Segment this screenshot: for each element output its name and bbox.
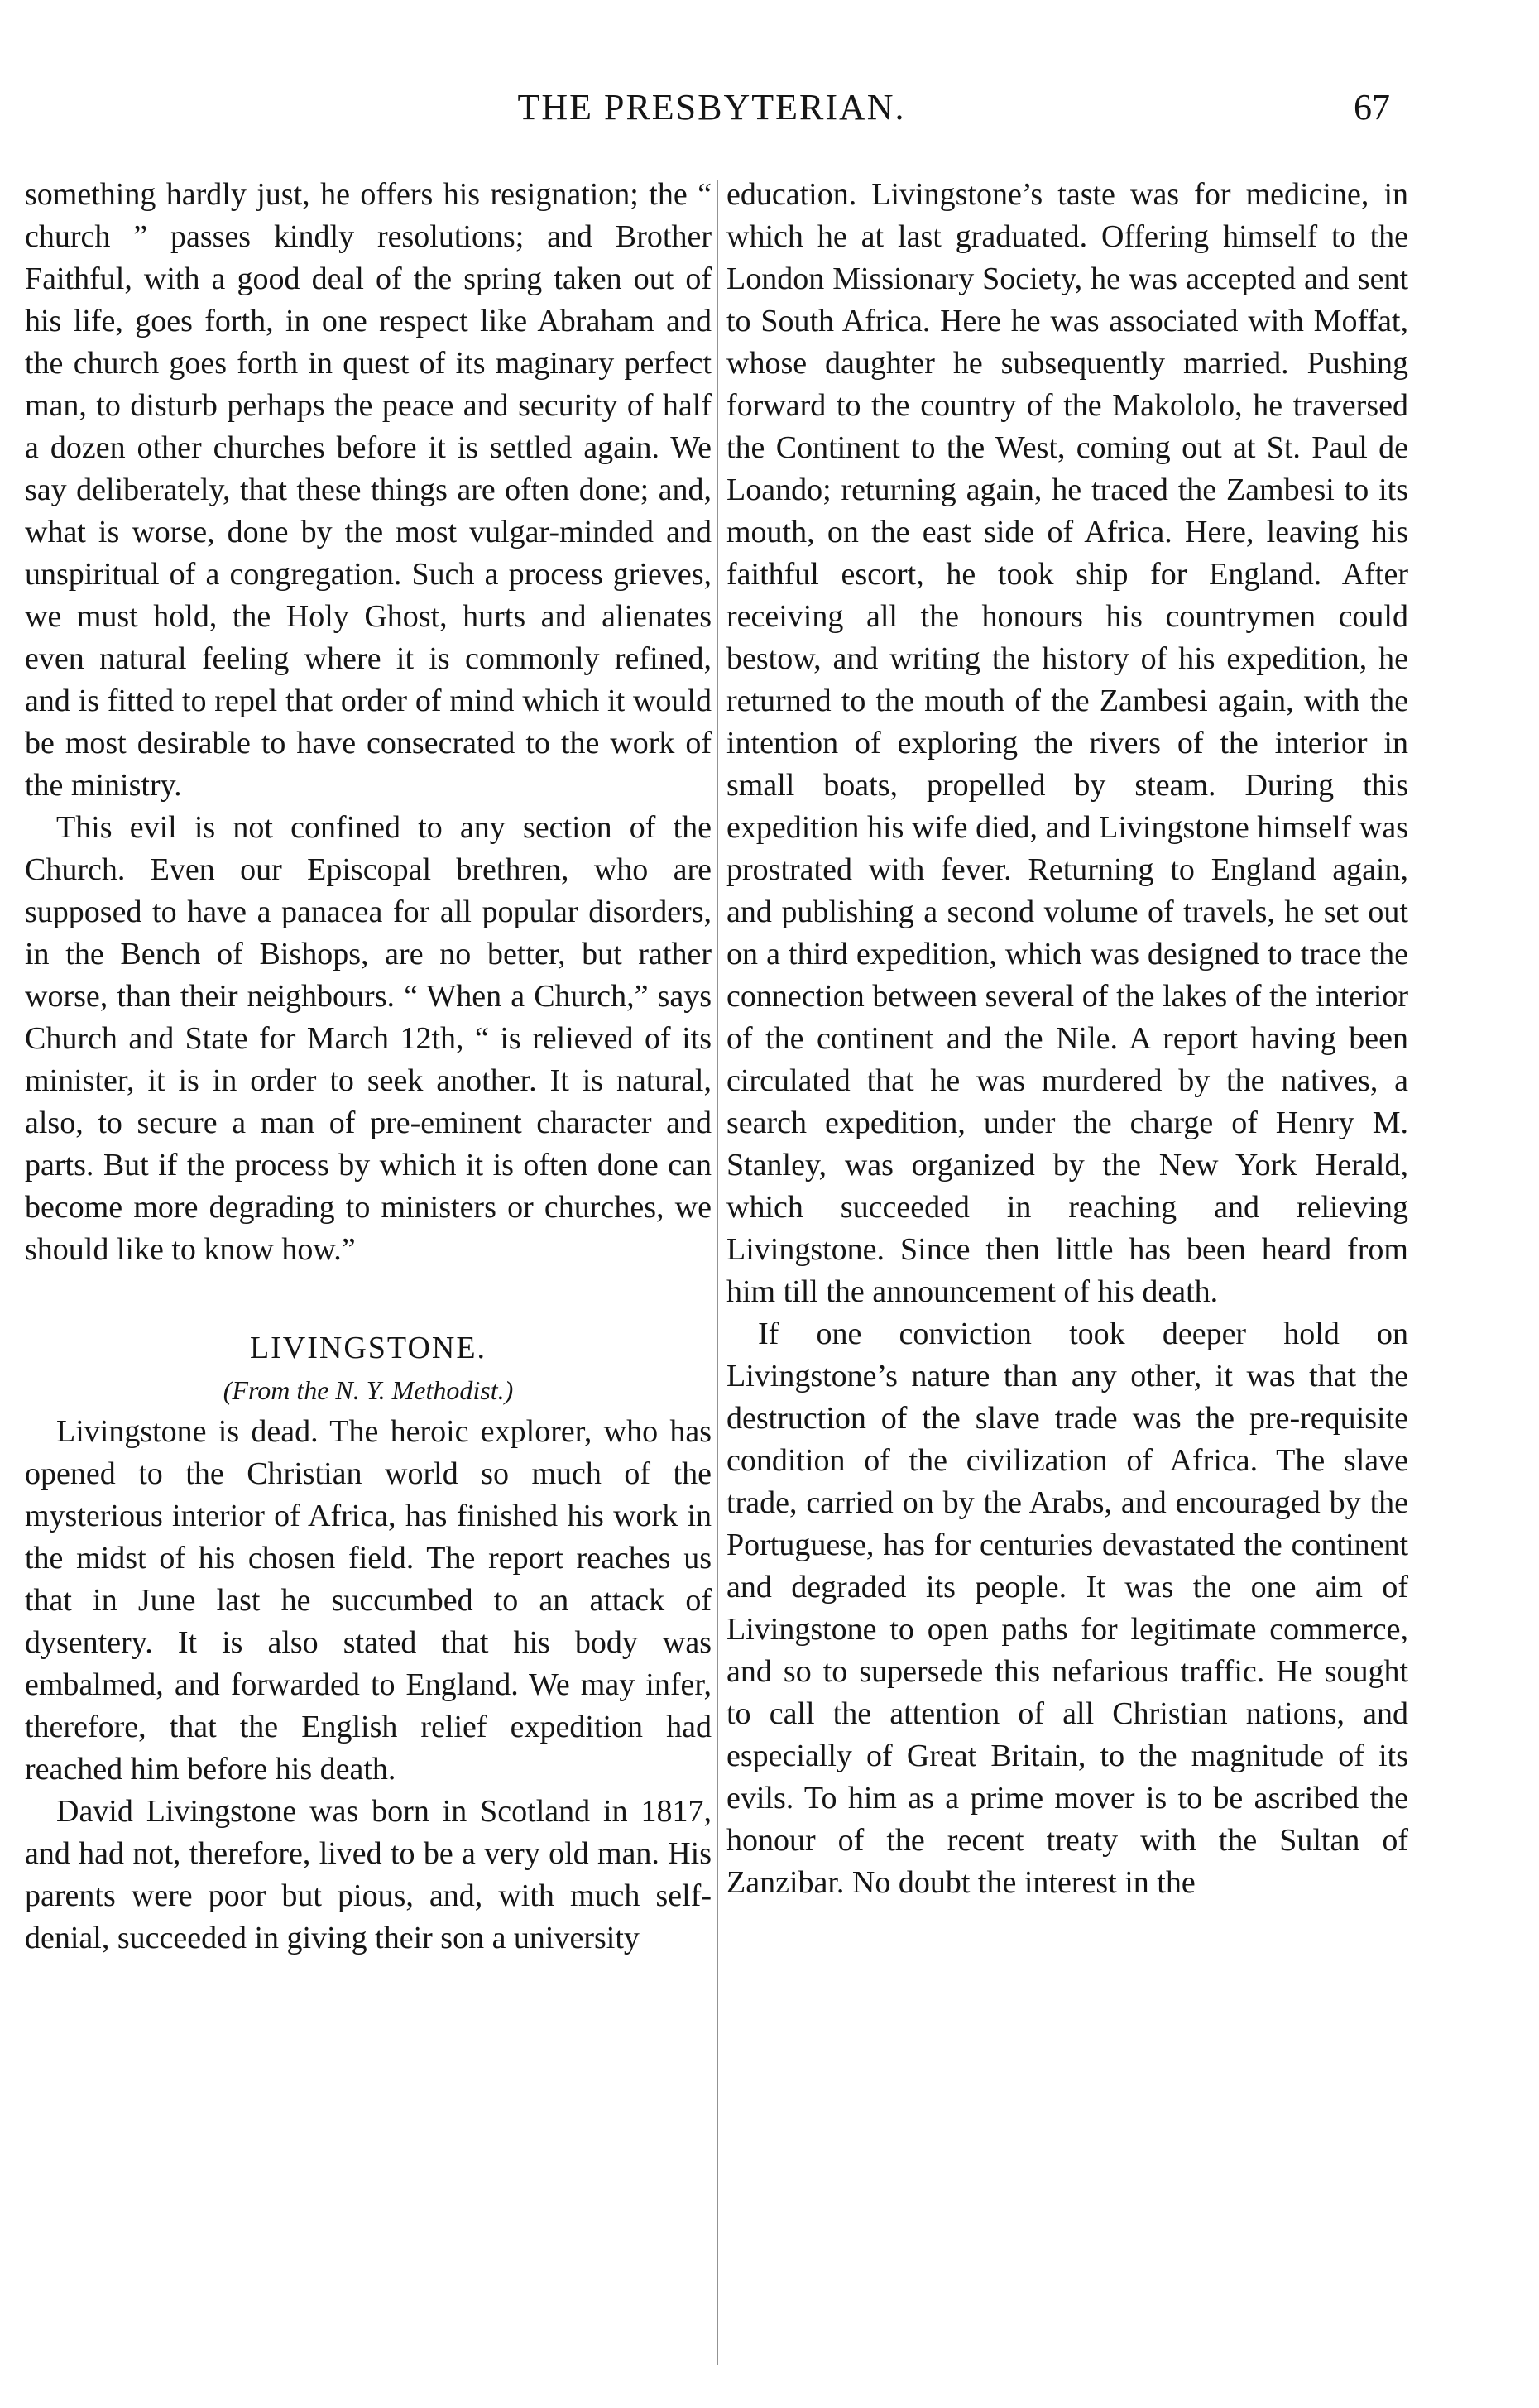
column-divider <box>717 180 718 2365</box>
page-header <box>33 83 1390 132</box>
article-byline: (From the N. Y. Methodist.) <box>223 1375 514 1405</box>
left-paragraph-livingstone-dead: Livingstone is dead. The heroic explorer, who has opened to the Christian world so much of the mysterious interior of Africa, has finished his work in the midst of his chosen field. The report reaches us that in June last he succumbed to an attack of dysentery. It is also stated that his body was embalmed, and forwarded to England. We may infer, therefore, that the English relief expedition had reached him before his death. <box>25 1414 712 1787</box>
left-paragraph-evil: This evil is not confined to any section of the Church. Even our Episcopal brethren, who are supposed to have a panacea for all popular disorders, in the Bench of Bishops, are no better, but rather worse, than their neighbours. “ When a Church,” says Church and State for March 12th, “ is relieved of its minister, it is in order to seek another. It is natural, also, to secure a man of pre-eminent character and parts. But if the process by which it is often done can become more degrading to ministers or churches, we should like to know how.” <box>25 810 712 1267</box>
right-paragraph-conviction: If one conviction took deeper hold on Livingstone’s nature than any other, it was that the destruction of the slave trade was the pre-requisite condition of the civilization of Africa. The slave trade, carried on by the Arabs, and encouraged by the Portuguese, has for centuries devastated the continent and degraded its people. It was the one aim of Livingstone to open paths for legitimate commerce, and so to supersede this nefarious traffic. He sought to call the attention of all Christian nations, and especially of Great Britain, to the magnitude of its evils. To him as a prime mover is to be ascribed the honour of the recent treaty with the Sultan of Zanzibar. No doubt the interest in the <box>726 1317 1408 1900</box>
left-column <box>25 174 712 1959</box>
page-number: 67 <box>1354 87 1390 127</box>
left-paragraph-continued: something hardly just, he offers his resignation; the “ church ” passes kindly resolutions; and Brother Faithful, with a good deal of the spring taken out of his life, goes forth, in one respect like Abraham and the church goes forth in quest of its maginary perfect man, to disturb perhaps the peace and security of half a dozen other churches before it is settled again. We say deliberately, that these things are often done; and, what is worse, done by the most vulgar-minded and unspiritual of a congregation. Such a process grieves, we must hold, the Holy Ghost, hurts and alienates even natural feeling where it is commonly refined, and is fitted to repel that order of mind which it would be most desirable to have consecrated to the work of the ministry. <box>25 177 712 803</box>
right-paragraph-education: education. Livingstone’s taste was for medicine, in which he at last graduated. Offering himself to the London Missionary Society, he was accepted and sent to South Africa. Here he was associated with Moffat, whose daughter he subsequently married. Pushing forward to the country of the Makololo, he traversed the Continent to the West, coming out at St. Paul de Loando; returning again, he traced the Zambesi to its mouth, on the east side of Africa. Here, leaving his faithful escort, he took ship for England. After receiving all the honours his countrymen could bestow, and writing the history of his expedition, he returned to the mouth of the Zambesi again, with the intention of exploring the rivers of the interior in small boats, propelled by steam. During this expedition his wife died, and Livingstone himself was prostrated with fever. Returning to England again, and publishing a second volume of travels, he set out on a third expedition, which was designed to trace the connection between several of the lakes of the interior of the continent and the Nile. A report having been circulated that he was murdered by the natives, a search expedition, under the charge of Henry M. Stanley, was organized by the New York Herald, which succeeded in reaching and relieving Livingstone. Since then little has been heard from him till the announcement of his death. <box>726 177 1408 1309</box>
section-heading-livingstone: LIVINGSTONE. <box>249 1331 487 1365</box>
right-column <box>726 174 1408 1904</box>
left-paragraph-born-scotland: David Livingstone was born in Scotland in 1817, and had not, therefore, lived to be a very old man. His parents were poor but pious, and, with much self-denial, succeeded in giving their son a university <box>25 1794 712 1955</box>
publication-title: THE PRESBYTERIAN. <box>517 87 906 127</box>
